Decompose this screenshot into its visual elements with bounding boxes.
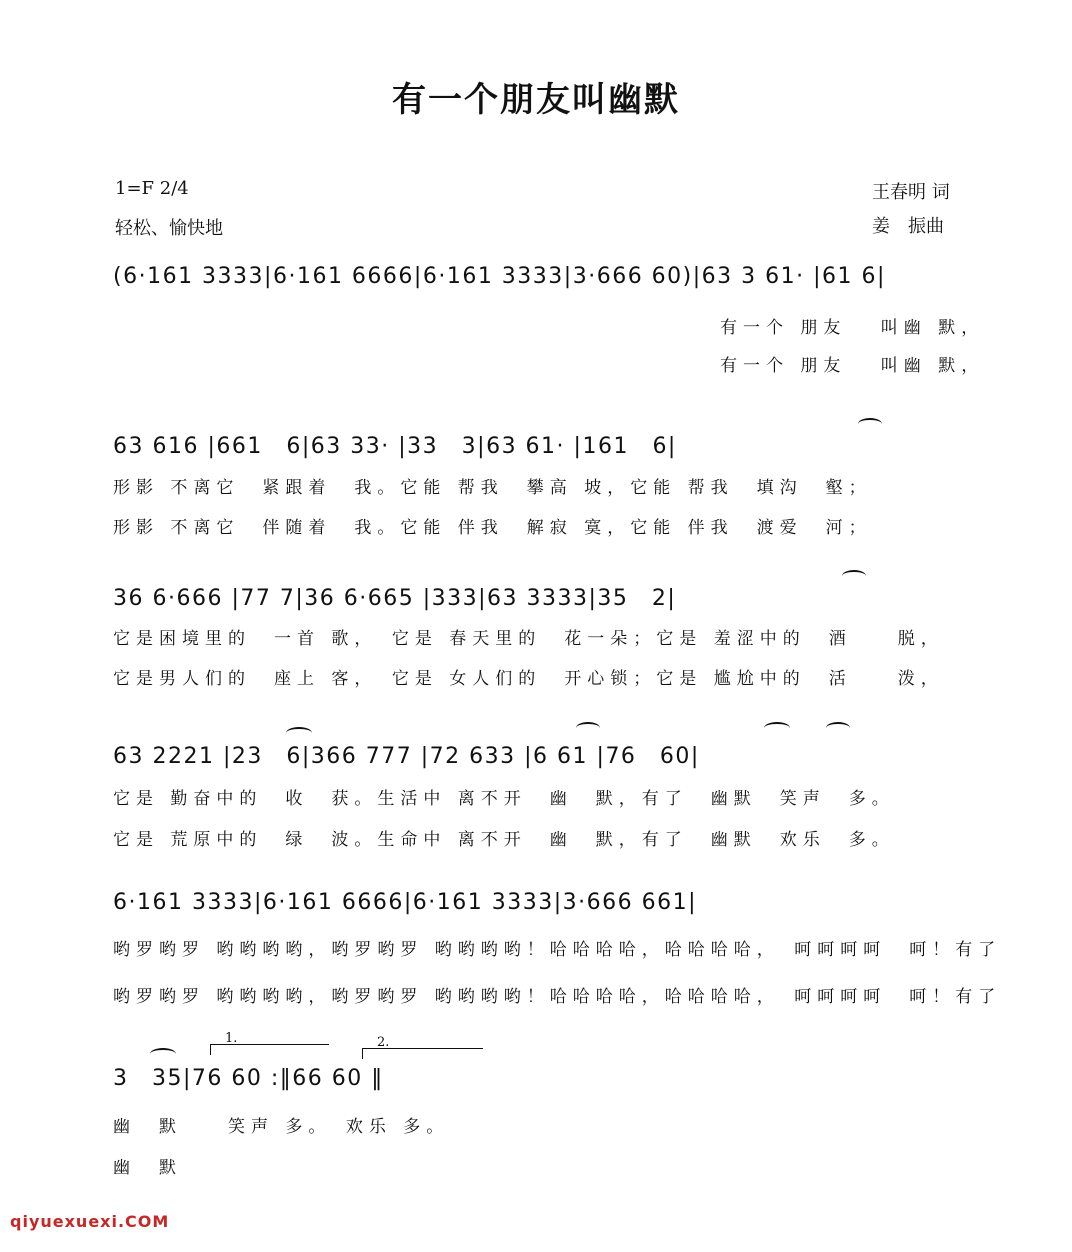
slur-mark (826, 722, 850, 734)
page-title: 有一个朋友叫幽默 (392, 80, 680, 120)
notation-line: (6·161 3333|6·161 6666|6·161 3333|3·666 60)|63 3 61· |61 6| (113, 264, 886, 289)
lyric-line: 它是男人们的 座上 客， 它是 女人们的 开心锁；它是 尴尬中的 活 泼， (113, 669, 944, 689)
lyric-line: 幽 默 (113, 1158, 182, 1178)
first-ending-bracket (210, 1031, 329, 1055)
tempo-marking: 轻松、愉快地 (115, 218, 223, 239)
composer-credit: 姜 振曲 (872, 216, 944, 237)
site-watermark: qiyuexuexi.COM (10, 1212, 170, 1231)
notation-line: 6·161 3333|6·161 6666|6·161 3333|3·666 661| (113, 890, 698, 915)
slur-mark (576, 722, 600, 734)
lyric-line: 它是 勤奋中的 收 获。生活中 离不开 幽 默，有了 幽默 笑声 多。 (113, 789, 895, 809)
notation-line: 3 35|76 60 :‖66 60 ‖ (113, 1066, 384, 1091)
notation-line: 63 2221 |23 6|366 777 |72 633 |6 61 |76 60| (113, 744, 700, 769)
first-ending-label: 1. (225, 1031, 238, 1046)
notation-line: 63 616 |661 6|63 33· |33 3|63 61· |161 6| (113, 434, 677, 459)
lyricist-credit: 王春明 词 (872, 182, 950, 203)
slur-mark (286, 727, 312, 739)
slur-mark (858, 418, 882, 430)
key-signature: 1=F 2/4 (115, 178, 189, 199)
lyric-line: 它是 荒原中的 绿 波。生命中 离不开 幽 默，有了 幽默 欢乐 多。 (113, 830, 895, 850)
slur-mark (842, 570, 866, 582)
notation-line: 36 6·666 |77 7|36 6·665 |333|63 3333|35 2| (113, 586, 677, 611)
lyric-line: 形影 不离它 伴随着 我。它能 伴我 解寂 寞，它能 伴我 渡爱 河； (113, 518, 872, 538)
lyric-line: 有一个 朋友 叫幽 默， (720, 356, 985, 376)
lyric-line: 幽 默 笑声 多。 欢乐 多。 (113, 1117, 450, 1137)
lyric-line: 哟罗哟罗 哟哟哟哟，哟罗哟罗 哟哟哟哟！哈哈哈哈，哈哈哈哈， 呵呵呵呵 呵！有了 (113, 940, 1002, 960)
slur-mark (150, 1048, 176, 1060)
second-ending-bracket (362, 1035, 483, 1059)
lyric-line: 形影 不离它 紧跟着 我。它能 帮我 攀高 坡，它能 帮我 填沟 壑； (113, 478, 872, 498)
second-ending-label: 2. (377, 1035, 390, 1050)
lyric-line: 它是困境里的 一首 歌， 它是 春天里的 花一朵；它是 羞涩中的 酒 脱， (113, 629, 944, 649)
slur-mark (764, 722, 790, 734)
lyric-line: 有一个 朋友 叫幽 默， (720, 318, 985, 338)
lyric-line: 哟罗哟罗 哟哟哟哟，哟罗哟罗 哟哟哟哟！哈哈哈哈，哈哈哈哈， 呵呵呵呵 呵！有了 (113, 987, 1002, 1007)
